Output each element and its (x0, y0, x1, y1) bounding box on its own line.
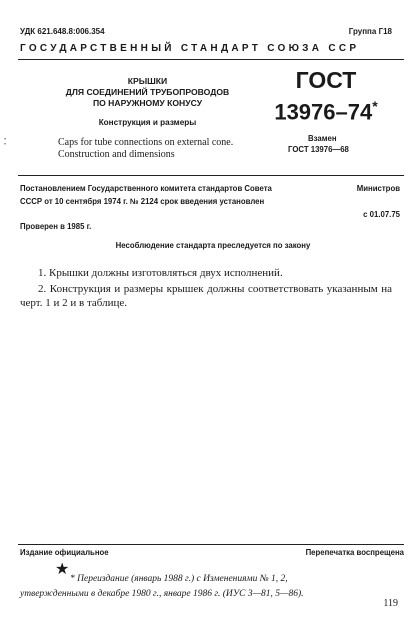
reissue-line-2: утвержденными в декабре 1980 г., январе 1986 г. (ИУС 3—81, 5—86). (20, 589, 304, 599)
group-code: Группа Г18 (348, 27, 392, 36)
decree-line-1: Постановлением Государственного комитета стандартов Совета (20, 184, 272, 193)
decree-line-2: СССР от 10 сентября 1974 г. № 2124 срок введения установлен (20, 197, 265, 206)
title-line-1: КРЫШКИ (127, 76, 168, 86)
replaces-value: ГОСТ 13976—68 (288, 145, 349, 154)
paragraph-2: 2. Конструкция и размеры крышек должны соответствовать указанным на черт. 1 и 2 и в таблице. (20, 283, 392, 309)
star-icon: ★ (55, 561, 70, 578)
top-divider (18, 59, 404, 60)
reissue-line-1: * Переиздание (январь 1988 г.) с Изменениями № 1, 2, (70, 574, 288, 584)
title-subtitle: Конструкция и размеры (98, 118, 197, 127)
gost-label: ГОСТ (295, 67, 357, 93)
english-title (58, 137, 233, 161)
paragraph-1: 1. Крышки должны изготовляться двух исполнений. (38, 267, 283, 279)
decree-line-1-end: Министров (356, 184, 400, 193)
effective-date: с 01.07.75 (363, 210, 400, 219)
english-title-line-2: Construction and dimensions (58, 149, 175, 160)
body-text (20, 266, 392, 310)
official-edition: Издание официальное (20, 548, 109, 557)
gost-designation (268, 67, 384, 126)
replaces-block (288, 133, 400, 155)
replaces-label: Взамен (308, 134, 337, 143)
page-number: 119 (383, 598, 398, 609)
decree-block (20, 182, 400, 221)
footer-divider (18, 544, 404, 545)
gost-star-mark: * (372, 98, 378, 114)
reprint-prohibited: Перепечатка воспрещена (305, 548, 404, 557)
udk-code: УДК 621.648.8:006.354 (20, 27, 105, 36)
english-title-line-1: Caps for tube connections on external cone. (58, 137, 234, 148)
penalty-notice: Несоблюдение стандарта преследуется по закону (115, 241, 311, 250)
russian-title (40, 76, 255, 128)
title-line-2: ДЛЯ СОЕДИНЕНИЙ ТРУБОПРОВОДОВ (65, 87, 230, 97)
title-line-3: ПО НАРУЖНОМУ КОНУСУ (92, 98, 203, 108)
verified-note: Проверен в 1985 г. (20, 222, 92, 231)
reissue-footnote (20, 572, 392, 602)
middle-divider (18, 175, 404, 176)
margin-marks: • • (4, 137, 7, 148)
gost-number: 13976–74 (274, 99, 373, 125)
standard-heading: ГОСУДАРСТВЕННЫЙ СТАНДАРТ СОЮЗА ССР (20, 43, 360, 54)
